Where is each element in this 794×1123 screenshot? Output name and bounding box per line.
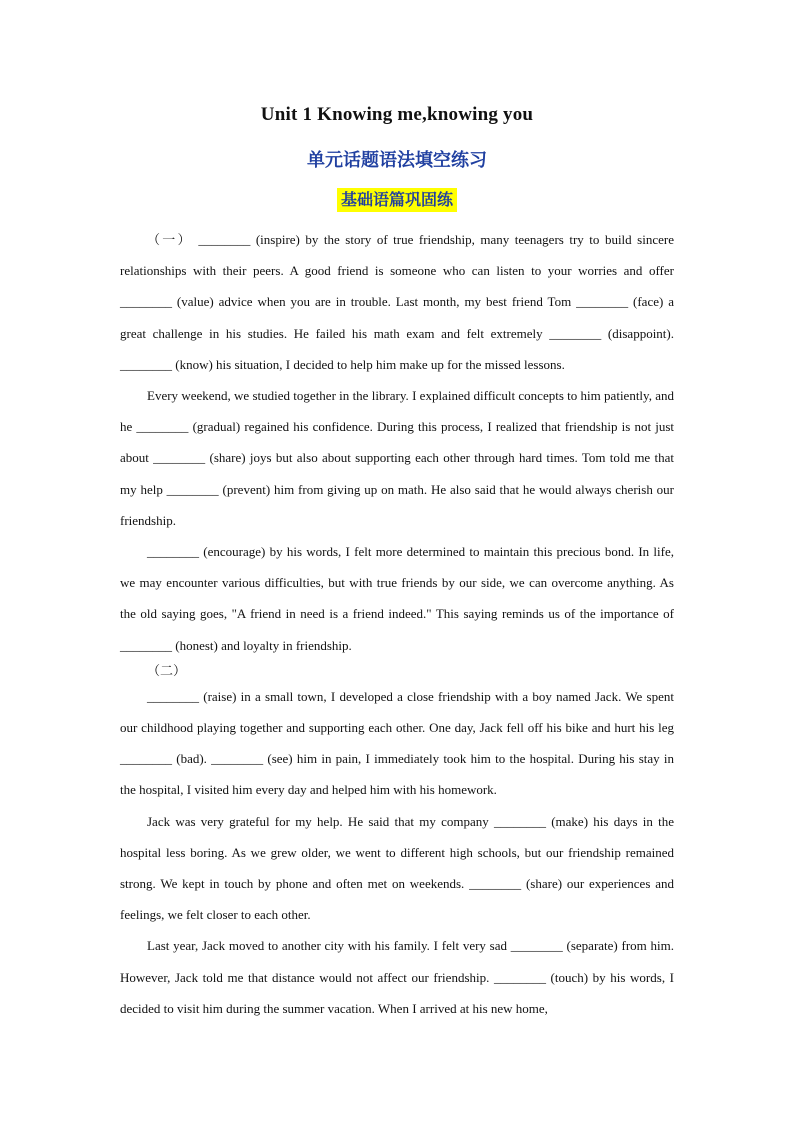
paragraph-4: ________ (raise) in a small town, I developed a close friendship with a boy named Jack. We spent our childhood playing together and supporting each other. One day, Jack fell off his bike and hurt his leg ________ (bad). ________ (see) him in pain, I immediately took him to the hospital. During his stay in the hospital, I visited him every day and helped him with his homework. <box>120 688 674 798</box>
paragraph-2: Every weekend, we studied together in the library. I explained difficult concepts to him patiently, and he ________ (gradual) regained his confidence. During this process, I realized that friendship is not just about ________ (share) joys but also about supporting each other through hard times. Tom told me that my help ________ (prevent) him from giving up on math. He also said that he would always cherish our friendship. <box>120 388 674 528</box>
paragraph-5: Jack was very grateful for my help. He said that my company ________ (make) his days in the hospital less boring. As we grew older, we went to different high schools, but our friendship remained strong. We kept in touch by phone and often met on weekends. ________ (share) our experiences and feelings, we felt closer to each other. <box>120 813 674 923</box>
part-two-marker: （二） <box>147 662 187 678</box>
section-label-wrapper <box>0 188 794 212</box>
document-title: Unit 1 Knowing me,knowing you <box>260 104 534 125</box>
document-subtitle: 单元话题语法填空练习 <box>307 150 487 171</box>
section-label: 基础语篇巩固练 <box>337 188 457 212</box>
paragraph-6: Last year, Jack moved to another city with his family. I felt very sad ________ (separate) from him. However, Jack told me that distance would not affect our friendship. ________ (touch) by his words, I decided to visit him during the summer vacation. When I arrived at his new home, <box>120 938 674 1016</box>
paragraph-1: （一） ________ (inspire) by the story of true friendship, many teenagers try to build sincere relationships with their peers. A good friend is someone who can listen to your worries and offer ________ (value) advice when you are in trouble. Last month, my best friend Tom ________ (face) a great challenge in his studies. He failed his math exam and felt extremely ________ (disappoint). ________ (know) his situation, I decided to help him make up for the missed lessons. <box>120 232 674 372</box>
paragraph-3: ________ (encourage) by his words, I felt more determined to maintain this precious bond. In life, we may encounter various difficulties, but with true friends by our side, we can overcome anything. As the old saying goes, "A friend in need is a friend indeed." This saying reminds us of the importance of ________ (honest) and loyalty in friendship. <box>120 544 674 653</box>
document-body <box>120 224 674 1024</box>
